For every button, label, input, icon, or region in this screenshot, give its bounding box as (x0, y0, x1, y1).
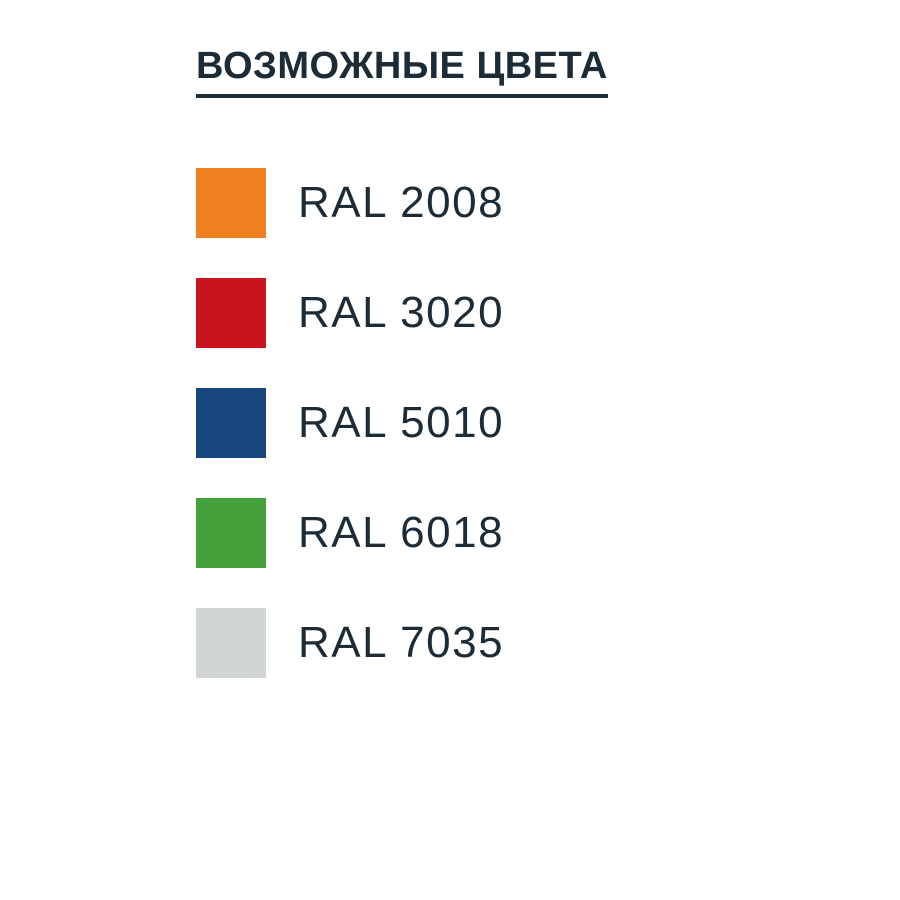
list-item (196, 168, 504, 238)
list-item-label: RAL 6018 (298, 508, 505, 557)
color-swatch-ral-5010 (196, 388, 266, 458)
color-legend-list (196, 168, 504, 678)
list-item-label: RAL 7035 (298, 618, 505, 667)
list-item (196, 388, 504, 458)
list-item (196, 498, 504, 568)
list-item (196, 608, 504, 678)
list-item-label: RAL 5010 (298, 398, 505, 447)
list-item-label: RAL 3020 (298, 288, 505, 337)
page-title: ВОЗМОЖНЫЕ ЦВЕТА (196, 46, 608, 98)
color-swatch-ral-6018 (196, 498, 266, 568)
list-item-label: RAL 2008 (298, 178, 505, 227)
color-swatch-ral-2008 (196, 168, 266, 238)
color-swatch-ral-7035 (196, 608, 266, 678)
color-swatch-ral-3020 (196, 278, 266, 348)
page-title-container (196, 46, 608, 98)
list-item (196, 278, 504, 348)
